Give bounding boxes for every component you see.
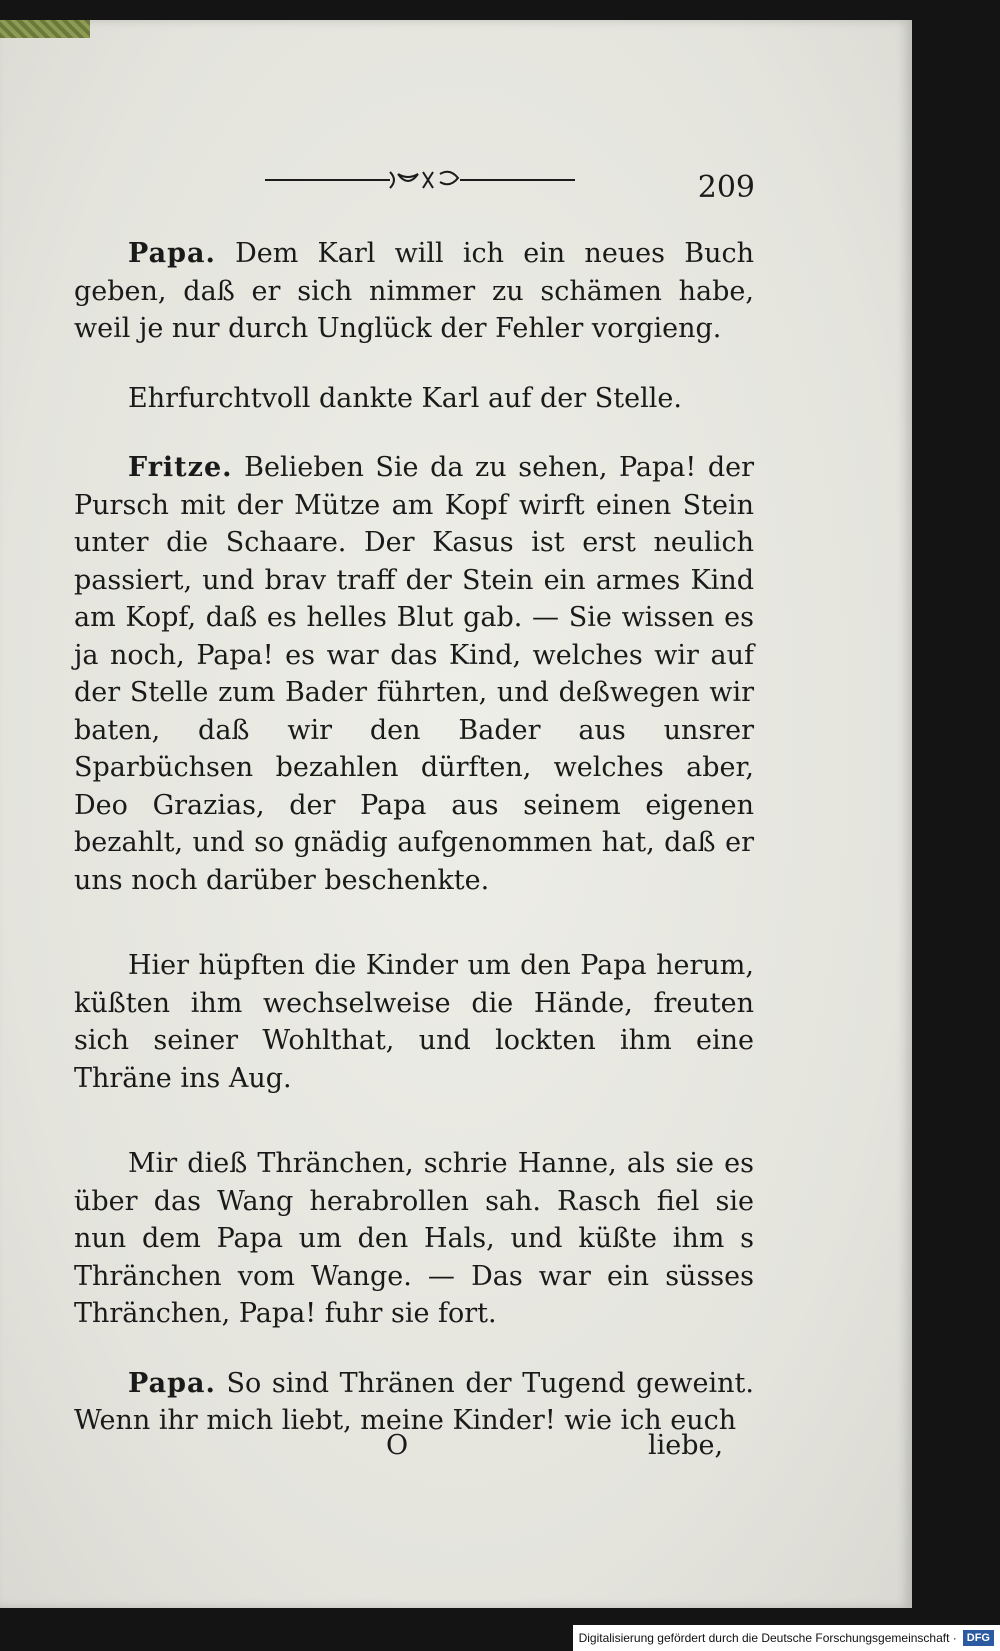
speaker-name: Papa. — [128, 1367, 216, 1399]
speaker-name: Fritze. — [128, 452, 233, 483]
paragraph-text: Ehrfurchtvoll dankte Karl auf der Stelle. — [128, 382, 682, 414]
paragraph — [74, 380, 754, 418]
credit-text: Digitalisierung gefördert durch die Deutsche Forschungsgemeinschaft · — [578, 1631, 957, 1645]
paragraph-text: So sind Thränen der Tugend geweint. Wenn ihr mich liebt, meine Kinder! wie ich euch — [74, 1367, 754, 1436]
digitization-credit-bar — [573, 1625, 1000, 1651]
speaker-name: Papa. — [128, 238, 216, 269]
page-footer — [74, 1430, 754, 1470]
paragraph — [74, 1145, 754, 1333]
body-text — [74, 235, 754, 1472]
page-number: 209 — [697, 170, 755, 205]
paragraph — [74, 947, 754, 1097]
book-page — [0, 20, 912, 1608]
paragraph — [74, 1365, 754, 1440]
paragraph-text: Belieben Sie da zu sehen, Papa! der Pursch mit der Mütze am Kopf wirft einen Stein unter die Schaare. Der Kasus ist erst neulich passiert, und brav traff der Stein ein armes Kind am Kopf, daß es helles Blut gab. — Sie wissen es ja noch, Papa! es war das Kind, welches wir auf der Stelle zum Bader führten, und deßwegen wir baten, daß wir den Bader aus unsrer Sparbüchsen bezahlen dürften, welches aber, Deo Grazias, der Papa aus seinem eigenen bezahlt, und so gnädig aufgenommen hat, daß er uns noch darüber beschenkte. — [74, 452, 754, 896]
ornament-divider — [265, 162, 575, 202]
dfg-logo: DFG — [963, 1630, 994, 1646]
page-header — [265, 162, 765, 205]
paragraph — [74, 449, 754, 899]
paragraph-text: Hier hüpften die Kinder um den Papa herum, küßten ihm wechselweise die Hände, freuten sich seiner Wohlthat, und lockten ihm eine Thräne ins Aug. — [74, 950, 754, 1094]
catchword: liebe, — [648, 1430, 724, 1461]
signature-mark: O — [386, 1430, 409, 1461]
paragraph — [74, 235, 754, 348]
paragraph-text: Dem Karl will ich ein neues Buch geben, daß er sich nimmer zu schämen habe, weil je nur durch Unglück der Fehler vorgieng. — [74, 238, 754, 344]
bookmark-ribbon — [0, 20, 90, 38]
paragraph-text: Mir dieß Thränchen, schrie Hanne, als sie es über das Wang herabrollen sah. Rasch fiel sie nun dem Papa um den Hals, und küßte ihm s Thränchen vom Wange. — Das war ein süsses Thränchen, Papa! fuhr sie fort. — [74, 1148, 754, 1329]
